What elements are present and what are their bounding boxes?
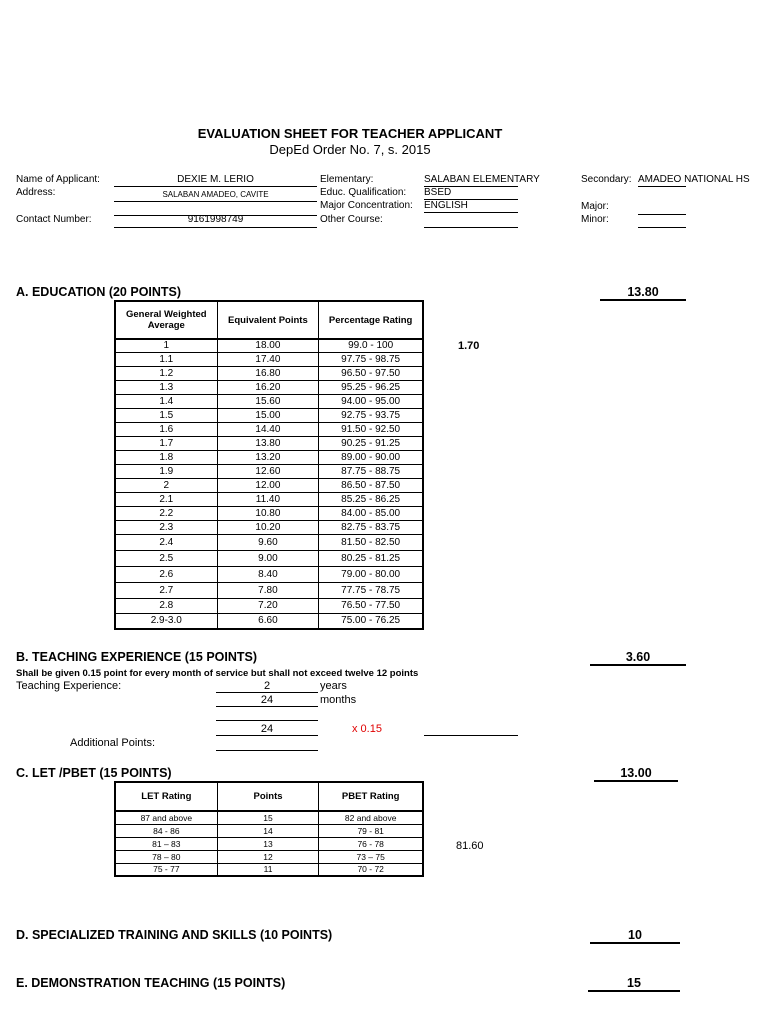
let-table-cell: 70 - 72 [319, 863, 423, 876]
total-months: 24 [216, 723, 318, 736]
let-table-cell: 87 and above [115, 811, 217, 824]
education-table-cell: 77.75 - 78.75 [319, 582, 423, 598]
secondary-field: AMADEO NATIONAL HS [638, 174, 750, 185]
months-value: 24 [216, 694, 318, 707]
education-table-cell: 11.40 [217, 492, 319, 506]
applicant-name-field: DEXIE M. LERIO [114, 174, 317, 187]
education-table-row [115, 450, 423, 464]
let-heading: C. LET /PBET (15 POINTS) [16, 766, 172, 780]
education-table-cell: 2.6 [115, 566, 217, 582]
education-table-cell: 16.80 [217, 366, 319, 380]
education-table-cell: 76.50 - 77.50 [319, 598, 423, 613]
education-table-cell: 1.5 [115, 408, 217, 422]
education-table-cell: 99.0 - 100 [319, 339, 423, 352]
education-table-cell: 86.50 - 87.50 [319, 478, 423, 492]
education-table-row [115, 492, 423, 506]
education-table-cell: 97.75 - 98.75 [319, 352, 423, 366]
experience-blank-line [216, 710, 318, 721]
education-table-cell: 1.7 [115, 436, 217, 450]
education-table-cell: 17.40 [217, 352, 319, 366]
education-table-row [115, 582, 423, 598]
education-table-cell: 1.3 [115, 380, 217, 394]
major-field [638, 201, 686, 215]
educ-label: Educ. Qualification: [320, 187, 407, 198]
name-label: Name of Applicant: [16, 174, 100, 185]
education-table-cell: 84.00 - 85.00 [319, 506, 423, 520]
education-table-row [115, 506, 423, 520]
col-pbet-rating: PBET Rating [319, 782, 423, 811]
education-table-cell: 80.25 - 81.25 [319, 550, 423, 566]
page-subtitle: DepEd Order No. 7, s. 2015 [269, 142, 431, 157]
additional-points-field [216, 737, 318, 751]
education-table-row [115, 566, 423, 582]
education-table-cell: 2.5 [115, 550, 217, 566]
education-table-cell: 18.00 [217, 339, 319, 352]
education-table-row [115, 352, 423, 366]
education-table-cell: 95.25 - 96.25 [319, 380, 423, 394]
education-table-cell: 13.80 [217, 436, 319, 450]
let-table-cell: 15 [217, 811, 319, 824]
education-table-cell: 15.60 [217, 394, 319, 408]
col-equivalent-points: Equivalent Points [217, 301, 319, 339]
training-heading: D. SPECIALIZED TRAINING AND SKILLS (10 POINTS) [16, 928, 333, 942]
minor-label: Minor: [581, 214, 609, 225]
education-table-cell: 15.00 [217, 408, 319, 422]
address-label: Address: [16, 187, 56, 198]
demo-score: 15 [588, 976, 680, 992]
education-table-cell: 90.25 - 91.25 [319, 436, 423, 450]
let-table-cell: 11 [217, 863, 319, 876]
education-table-cell: 87.75 - 88.75 [319, 464, 423, 478]
education-table-row [115, 534, 423, 550]
other-course-field [424, 214, 518, 228]
major-label: Major: [581, 201, 609, 212]
education-table-cell: 94.00 - 95.00 [319, 394, 423, 408]
education-table-cell: 1.4 [115, 394, 217, 408]
let-table-cell: 81 – 83 [115, 837, 217, 850]
education-table-cell: 96.50 - 97.50 [319, 366, 423, 380]
education-table-cell: 12.00 [217, 478, 319, 492]
let-table-cell: 78 – 80 [115, 850, 217, 863]
education-table-cell: 8.40 [217, 566, 319, 582]
elementary-label: Elementary: [320, 174, 374, 185]
education-table-cell: 2 [115, 478, 217, 492]
let-table-cell: 12 [217, 850, 319, 863]
education-table-row [115, 380, 423, 394]
col-let-rating: LET Rating [115, 782, 217, 811]
elementary-field: SALABAN ELEMENTARY [424, 174, 540, 185]
multiplier: x 0.15 [352, 723, 382, 735]
education-table-cell: 91.50 - 92.50 [319, 422, 423, 436]
education-table-cell: 13.20 [217, 450, 319, 464]
gwa-result: 1.70 [458, 340, 480, 352]
education-heading: A. EDUCATION (20 POINTS) [16, 285, 182, 299]
other-course-label: Other Course: [320, 214, 383, 225]
secondary-underline [638, 174, 686, 187]
education-table-cell: 2.8 [115, 598, 217, 613]
education-table-cell: 1.9 [115, 464, 217, 478]
educ-field: BSED [424, 187, 518, 200]
contact-field: 9161998749 [114, 214, 317, 228]
education-score: 13.80 [600, 285, 686, 301]
education-table-cell: 1.1 [115, 352, 217, 366]
education-table-cell: 16.20 [217, 380, 319, 394]
let-table-cell: 13 [217, 837, 319, 850]
let-table-cell: 76 - 78 [319, 837, 423, 850]
education-table-row [115, 436, 423, 450]
let-table-cell: 84 - 86 [115, 824, 217, 837]
education-table-row [115, 408, 423, 422]
education-table-cell: 2.9-3.0 [115, 613, 217, 629]
education-table-cell: 89.00 - 90.00 [319, 450, 423, 464]
education-table-cell: 10.20 [217, 520, 319, 534]
let-score: 13.00 [594, 766, 678, 782]
education-table-cell: 82.75 - 83.75 [319, 520, 423, 534]
education-table-cell: 79.00 - 80.00 [319, 566, 423, 582]
education-table-row [115, 366, 423, 380]
education-table-cell: 2.3 [115, 520, 217, 534]
years-unit: years [320, 680, 347, 692]
education-table-cell: 1 [115, 339, 217, 352]
let-table-cell: 73 – 75 [319, 850, 423, 863]
let-table-row [115, 811, 423, 824]
education-table-row [115, 550, 423, 566]
education-table-row [115, 478, 423, 492]
let-table-cell: 79 - 81 [319, 824, 423, 837]
let-table-row [115, 850, 423, 863]
education-table-cell: 2.4 [115, 534, 217, 550]
education-table-row [115, 598, 423, 613]
education-table-row [115, 613, 423, 629]
education-table-cell: 81.50 - 82.50 [319, 534, 423, 550]
education-table-cell: 92.75 - 93.75 [319, 408, 423, 422]
education-table-cell: 1.8 [115, 450, 217, 464]
education-table-header [115, 301, 423, 339]
let-table-row [115, 863, 423, 876]
additional-points-label: Additional Points: [70, 737, 155, 749]
education-table-cell: 14.40 [217, 422, 319, 436]
col-gwa: General Weighted Average [115, 301, 217, 339]
let-table-row [115, 824, 423, 837]
months-unit: months [320, 694, 357, 706]
years-value: 2 [216, 680, 318, 693]
let-table-row [115, 837, 423, 850]
let-table-header [115, 782, 423, 811]
major-concentration-label: Major Concentration: [320, 200, 413, 211]
col-points: Points [217, 782, 319, 811]
page-title: EVALUATION SHEET FOR TEACHER APPLICANT [197, 126, 503, 141]
let-table-cell: 82 and above [319, 811, 423, 824]
education-table-row [115, 464, 423, 478]
col-percentage-rating: Percentage Rating [319, 301, 423, 339]
education-table-row [115, 422, 423, 436]
training-score: 10 [590, 928, 680, 944]
let-table [114, 781, 424, 877]
education-table-cell: 7.20 [217, 598, 319, 613]
experience-label: Teaching Experience: [16, 680, 122, 692]
education-table-cell: 6.60 [217, 613, 319, 629]
education-table-cell: 10.80 [217, 506, 319, 520]
education-table-cell: 1.6 [115, 422, 217, 436]
demo-heading: E. DEMONSTRATION TEACHING (15 POINTS) [16, 976, 286, 990]
let-rating: 81.60 [456, 840, 484, 852]
secondary-label: Secondary: [581, 174, 632, 185]
education-table-cell: 9.00 [217, 550, 319, 566]
education-table-cell: 75.00 - 76.25 [319, 613, 423, 629]
education-table-cell: 85.25 - 86.25 [319, 492, 423, 506]
education-table-cell: 2.1 [115, 492, 217, 506]
experience-product-line [424, 722, 518, 736]
education-table-cell: 7.80 [217, 582, 319, 598]
minor-field [638, 214, 686, 228]
let-table-cell: 75 - 77 [115, 863, 217, 876]
education-table-cell: 1.2 [115, 366, 217, 380]
education-table-row [115, 394, 423, 408]
education-table-row [115, 520, 423, 534]
education-table [114, 300, 424, 630]
address-field: SALABAN AMADEO, CAVITE [114, 190, 317, 202]
education-table-cell: 2.7 [115, 582, 217, 598]
let-table-cell: 14 [217, 824, 319, 837]
experience-score: 3.60 [590, 650, 686, 666]
experience-rule: Shall be given 0.15 point for every month of service but shall not exceed twelve 12 points [16, 668, 419, 679]
education-table-cell: 2.2 [115, 506, 217, 520]
education-table-cell: 9.60 [217, 534, 319, 550]
education-table-row [115, 339, 423, 352]
contact-label: Contact Number: [16, 214, 92, 225]
experience-heading: B. TEACHING EXPERIENCE (15 POINTS) [16, 650, 258, 664]
education-table-cell: 12.60 [217, 464, 319, 478]
major-concentration-field: ENGLISH [424, 200, 518, 213]
